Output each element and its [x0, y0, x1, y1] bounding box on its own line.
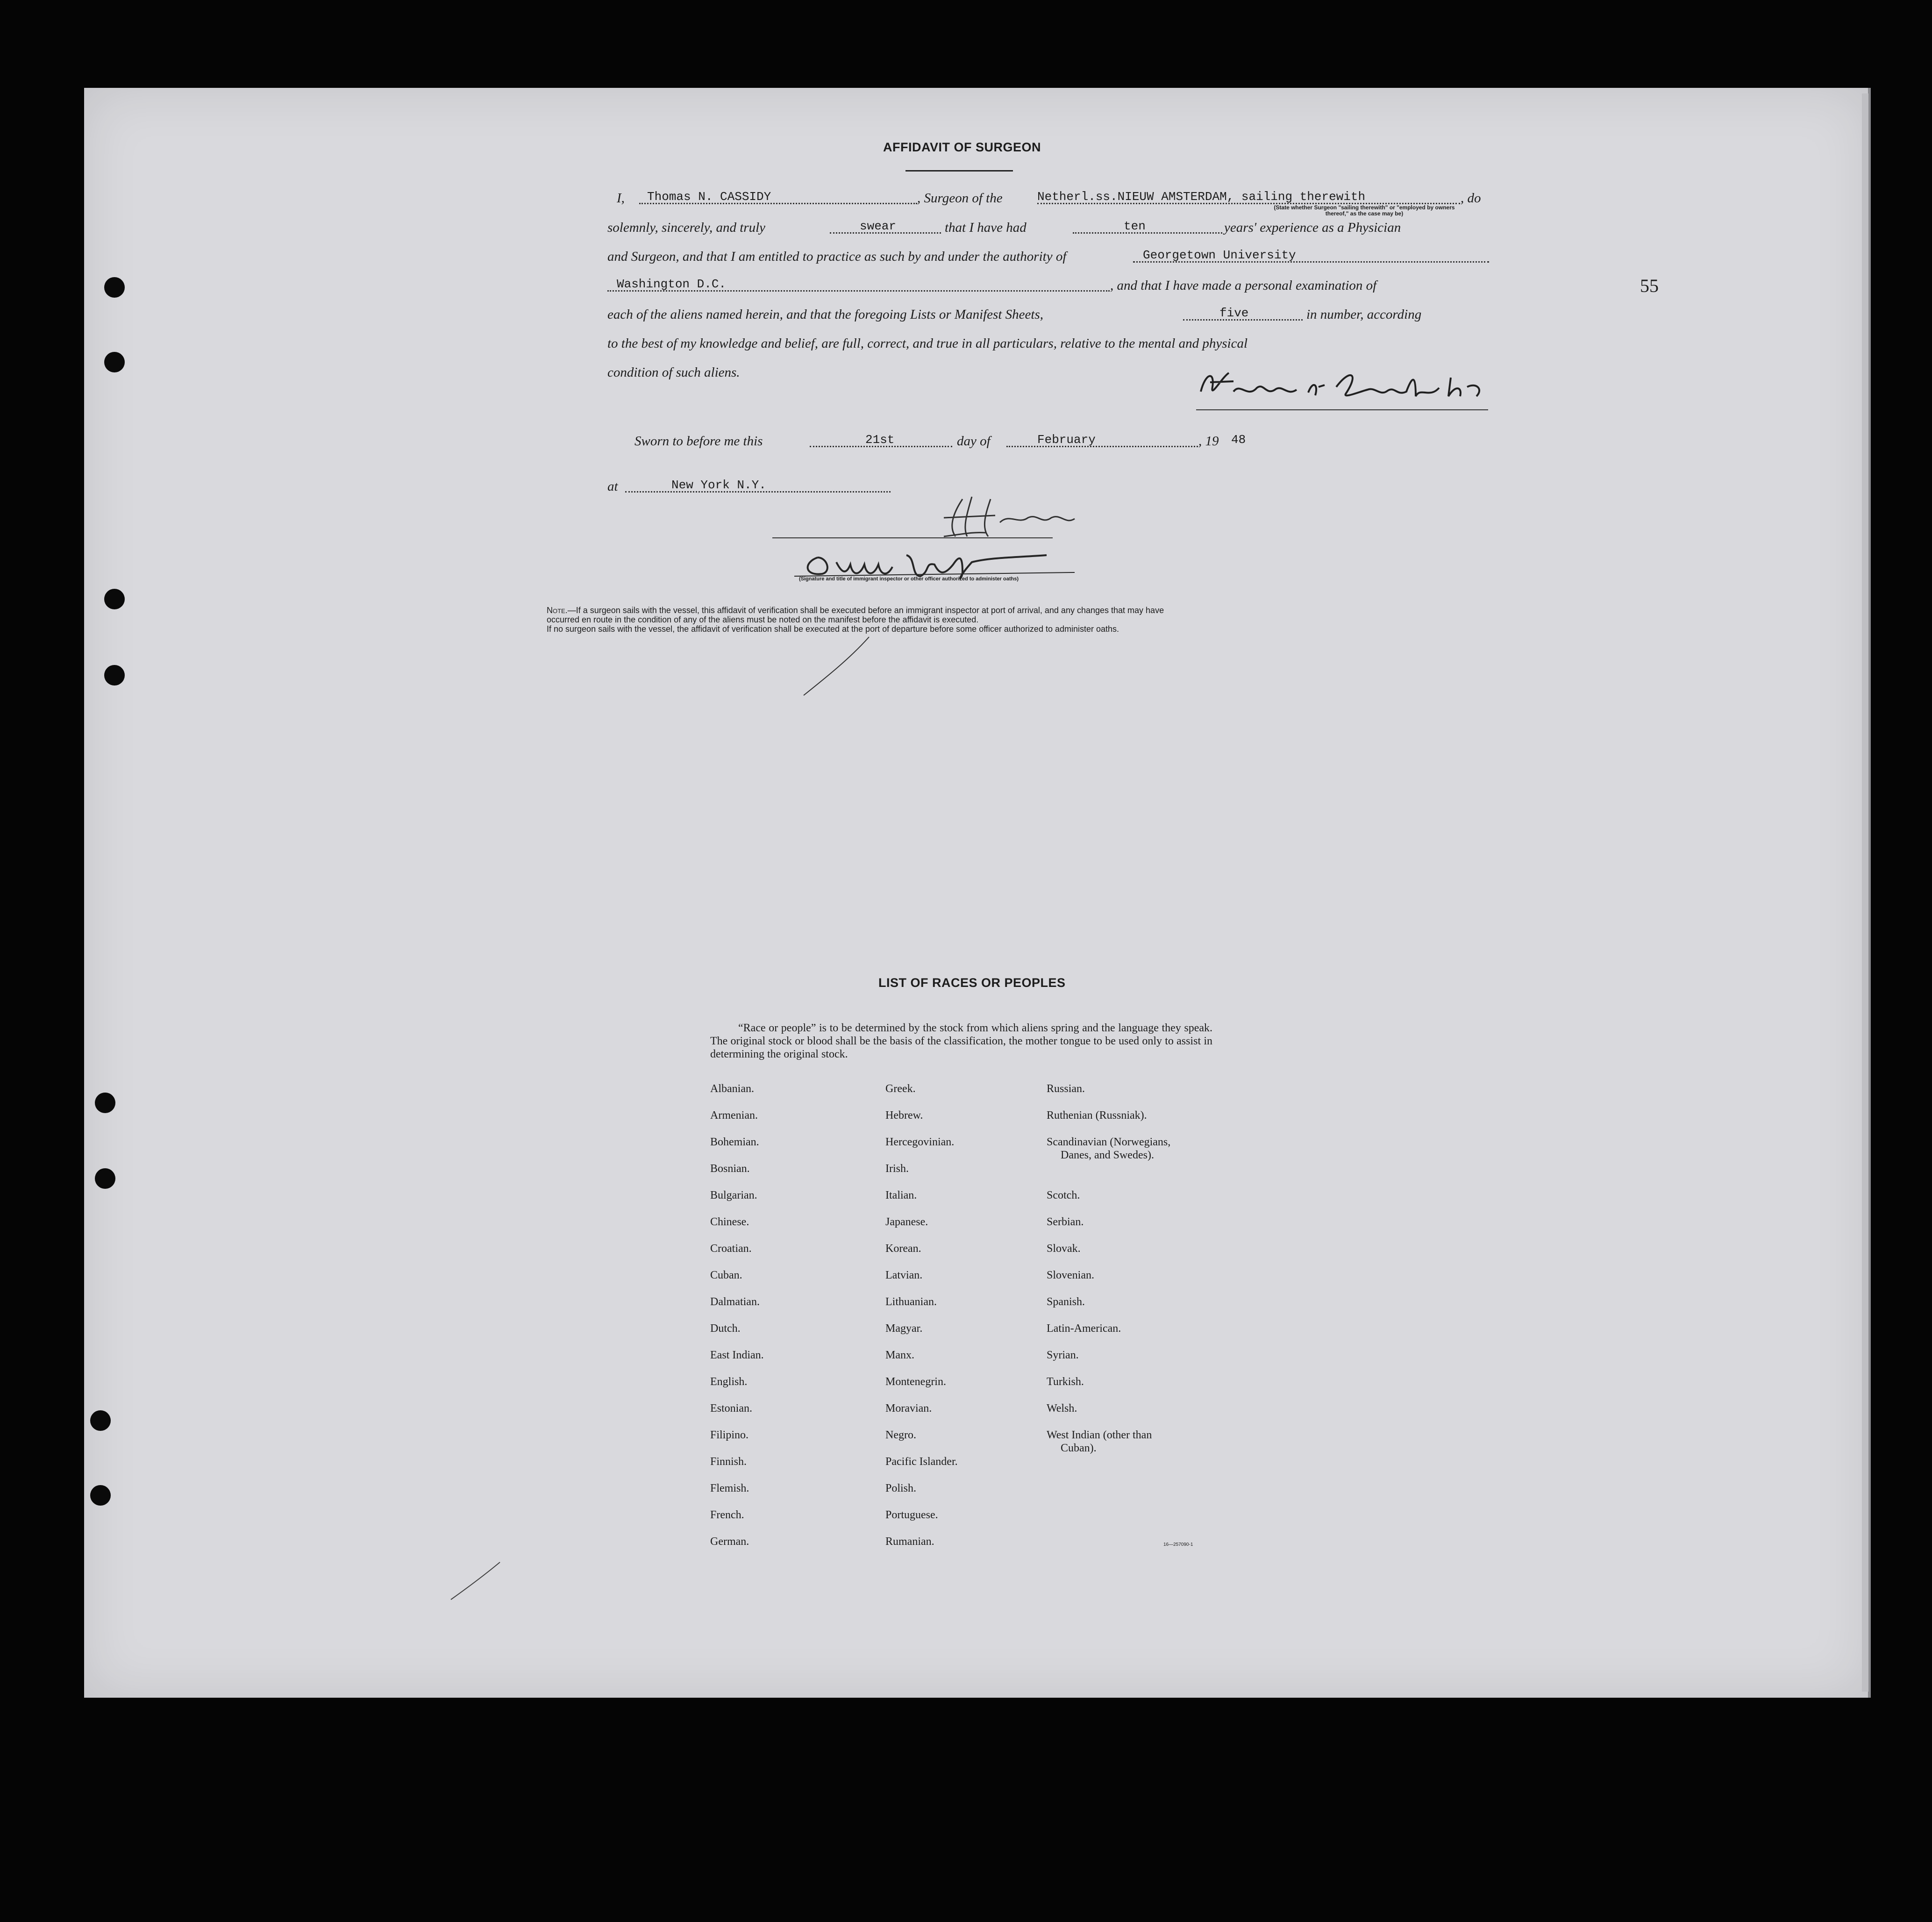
- race-item: German.: [710, 1536, 749, 1548]
- fill-line: [1073, 232, 1222, 234]
- pen-mark: [799, 635, 874, 700]
- document-page: [84, 88, 1869, 1698]
- sworn-month: February: [1037, 433, 1096, 447]
- note-text: If no surgeon sails with the vessel, the affidavit of verification shall be executed at the port of departure before some officer authorized to administer oaths.: [547, 624, 1119, 634]
- race-item: Portuguese.: [885, 1509, 938, 1521]
- race-item-continuation: Danes, and Swedes).: [1061, 1149, 1154, 1161]
- race-item: Rumanian.: [885, 1536, 934, 1548]
- race-item: Korean.: [885, 1243, 921, 1255]
- vessel-name: Netherl.ss.NIEUW AMSTERDAM, sailing therewith: [1037, 190, 1366, 204]
- fill-line: [1006, 446, 1198, 447]
- race-item: Slovak.: [1047, 1243, 1081, 1255]
- punch-hole: [90, 1410, 111, 1431]
- races-intro: “Race or people” is to be determined by the stock from which aliens spring and the language they speak. The original stock or blood shall be the basis of the classification, the mother tongue to be used only to assist in determining the original stock.: [710, 1022, 1212, 1060]
- race-item: Scandinavian (Norwegians,: [1047, 1136, 1171, 1148]
- affidavit-text: and Surgeon, and that I am entitled to practice as such by and under the authority of: [607, 249, 1067, 264]
- race-item-multiline: [1047, 1136, 1170, 1189]
- at-label: at: [607, 479, 618, 494]
- title-rule: [905, 170, 1013, 171]
- race-item: Japanese.: [885, 1216, 928, 1228]
- race-item: Chinese.: [710, 1216, 749, 1228]
- page-number: 55: [1640, 275, 1659, 296]
- affidavit-text: , Surgeon of the: [917, 191, 1003, 206]
- race-item: Lithuanian.: [885, 1296, 937, 1308]
- race-item: Bulgarian.: [710, 1189, 757, 1201]
- race-item: Bohemian.: [710, 1136, 759, 1148]
- race-item: Cuban.: [710, 1269, 742, 1281]
- race-item: Latin-American.: [1047, 1322, 1121, 1335]
- race-item: Ruthenian (Russniak).: [1047, 1109, 1147, 1122]
- race-item: Montenegrin.: [885, 1376, 946, 1388]
- affidavit-text: each of the aliens named herein, and that the foregoing Lists or Manifest Sheets,: [607, 307, 1043, 322]
- race-item: Hercegovinian.: [885, 1136, 955, 1148]
- vessel-note: (State whether Surgeon "sailing therewith" or "employed by owners thereof," as the case may be): [1274, 204, 1455, 217]
- punch-hole: [95, 1168, 115, 1189]
- race-item: Croatian.: [710, 1243, 752, 1255]
- race-item: Bosnian.: [710, 1163, 750, 1175]
- affidavit-text: , and that I have made a personal examination of: [1110, 278, 1377, 293]
- race-item: Negro.: [885, 1429, 916, 1441]
- race-item: Serbian.: [1047, 1216, 1084, 1228]
- race-item: Russian.: [1047, 1083, 1085, 1095]
- race-item: Dalmatian.: [710, 1296, 760, 1308]
- race-item-continuation: Cuban).: [1061, 1442, 1097, 1454]
- sworn-text: , 19: [1198, 434, 1219, 449]
- race-item: Welsh.: [1047, 1402, 1077, 1415]
- sworn-place: New York N.Y.: [671, 478, 766, 492]
- authority-location: Washington D.C.: [617, 277, 727, 291]
- sworn-year: 48: [1231, 433, 1246, 447]
- race-item: English.: [710, 1376, 748, 1388]
- affidavit-text: solemnly, sincerely, and truly: [607, 220, 766, 235]
- race-item: Albanian.: [710, 1083, 754, 1095]
- note-text: —If a surgeon sails with the vessel, this affidavit of verification shall be executed before an immigrant inspector at port of arrival, and any changes that may have: [567, 606, 1164, 615]
- affidavit-note: [547, 606, 1509, 634]
- race-item: Moravian.: [885, 1402, 932, 1415]
- race-item: Irish.: [885, 1163, 909, 1175]
- punch-hole: [104, 277, 125, 298]
- sworn-text: day of: [957, 434, 991, 449]
- race-item: Italian.: [885, 1189, 917, 1201]
- race-item: Flemish.: [710, 1482, 749, 1494]
- races-column-1: [710, 1082, 764, 1562]
- race-item: Hebrew.: [885, 1109, 923, 1122]
- punch-hole: [90, 1485, 111, 1506]
- affidavit-title: AFFIDAVIT OF SURGEON: [883, 140, 1041, 154]
- punch-hole: [104, 665, 125, 686]
- affidavit-text: to the best of my knowledge and belief, are full, correct, and true in all particulars, relative to the mental and physical: [607, 336, 1248, 351]
- oath-type: swear: [860, 219, 897, 233]
- form-number: 16—257090-1: [1163, 1542, 1193, 1547]
- race-item: Manx.: [885, 1349, 914, 1361]
- race-item: Finnish.: [710, 1456, 747, 1468]
- race-item: Greek.: [885, 1083, 916, 1095]
- affidavit-text: condition of such aliens.: [607, 365, 740, 380]
- race-item: Slovenian.: [1047, 1269, 1094, 1281]
- race-item: Syrian.: [1047, 1349, 1079, 1361]
- manifest-sheets-count: five: [1219, 306, 1249, 320]
- affidavit-text: that I have had: [945, 220, 1027, 235]
- punch-hole: [95, 1093, 115, 1113]
- race-item: Latvian.: [885, 1269, 923, 1281]
- races-column-2: [885, 1082, 958, 1562]
- page-edge: [1862, 93, 1868, 1692]
- race-item: Spanish.: [1047, 1296, 1085, 1308]
- affidavit-text: in number, according: [1306, 307, 1422, 322]
- race-item-multiline: [1047, 1429, 1170, 1482]
- race-item: Polish.: [885, 1482, 917, 1494]
- sworn-text: Sworn to before me this: [634, 434, 763, 449]
- race-item: Estonian.: [710, 1402, 752, 1415]
- years-experience: ten: [1124, 219, 1146, 233]
- signature-line: [1196, 409, 1488, 410]
- surgeon-name: Thomas N. CASSIDY: [647, 190, 771, 204]
- race-item: Dutch.: [710, 1322, 741, 1335]
- race-item: East Indian.: [710, 1349, 764, 1361]
- note-label: Note.: [547, 606, 568, 615]
- punch-hole: [104, 589, 125, 609]
- signature-line: [772, 537, 1053, 538]
- inspector-caption: (Signature and title of immigrant inspector or other officer authorized to administer oaths): [799, 576, 1019, 582]
- affidavit-text: I,: [617, 191, 625, 206]
- sworn-day: 21st: [865, 433, 895, 447]
- note-text: occurred en route in the condition of any of the aliens must be noted on the manifest before the affidavit is executed.: [547, 615, 979, 624]
- race-item: West Indian (other than: [1047, 1429, 1152, 1441]
- affidavit-text: , do: [1461, 191, 1481, 206]
- affidavit-text: years' experience as a Physician: [1224, 220, 1401, 235]
- race-item: Armenian.: [710, 1109, 758, 1122]
- race-item: Turkish.: [1047, 1376, 1084, 1388]
- race-item: Magyar.: [885, 1322, 923, 1335]
- pen-mark: [449, 1560, 505, 1602]
- race-item: Scotch.: [1047, 1189, 1080, 1201]
- races-title: LIST OF RACES OR PEOPLES: [878, 976, 1066, 990]
- punch-hole: [104, 352, 125, 372]
- race-item: Pacific Islander.: [885, 1456, 958, 1468]
- races-column-3: [1047, 1082, 1170, 1482]
- authority-institution: Georgetown University: [1143, 248, 1296, 262]
- race-item: French.: [710, 1509, 744, 1521]
- race-item: Filipino.: [710, 1429, 749, 1441]
- surgeon-signature: [1196, 359, 1495, 410]
